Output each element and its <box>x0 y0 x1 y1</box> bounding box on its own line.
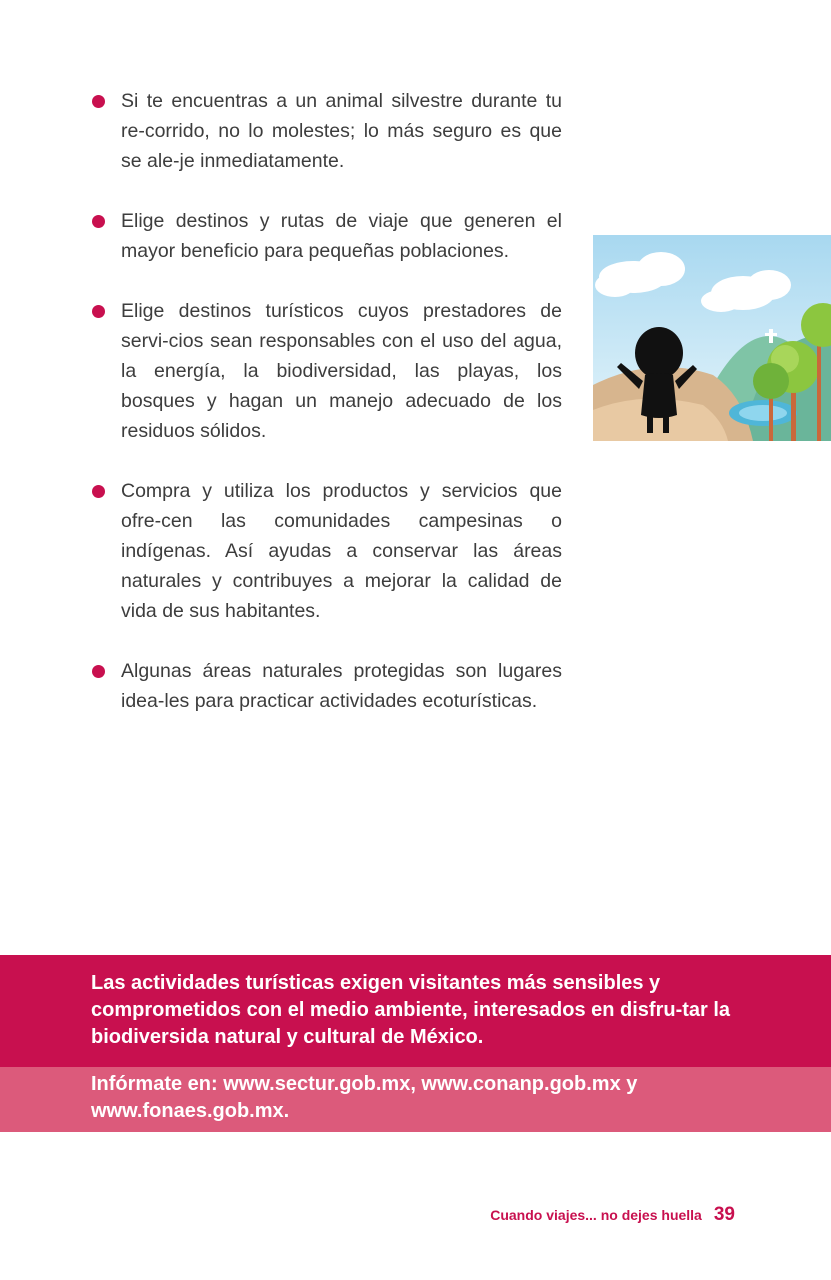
landscape-illustration-icon <box>593 235 831 441</box>
bullet-dot-icon <box>92 485 105 498</box>
banner-main-text: Las actividades turísticas exigen visitantes más sensibles y comprometidos con el medio ambiente, interesados en disfru-tar la biodiversida natural y cultural de México. <box>91 972 731 1048</box>
banner-info-text: Infórmate en: www.sectur.gob.mx, www.conanp.gob.mx y www.fonaes.gob.mx. <box>91 1073 638 1122</box>
page-footer <box>490 1204 735 1226</box>
bullet-dot-icon <box>92 95 105 108</box>
bullet-dot-icon <box>92 665 105 678</box>
bullet-dot-icon <box>92 305 105 318</box>
bullet-text: Elige destinos y rutas de viaje que generen el mayor beneficio para pequeñas poblaciones. <box>121 210 562 262</box>
highlight-banner <box>0 955 831 1067</box>
tips-list <box>92 86 562 746</box>
bullet-dot-icon <box>92 215 105 228</box>
list-item <box>92 656 562 716</box>
list-item <box>92 86 562 176</box>
bullet-text: Compra y utiliza los productos y servicios que ofre-cen las comunidades campesinas o indígenas. Así ayudas a conservar las áreas naturales y contribuyes a mejorar la calidad de vida de sus habitantes. <box>121 480 562 622</box>
bullet-text: Elige destinos turísticos cuyos prestadores de servi-cios sean responsables con el uso del agua, la energía, la biodiversidad, las playas, los bosques y hagan un manejo adecuado de los residuos sólidos. <box>121 300 562 442</box>
bullet-text: Si te encuentras a un animal silvestre durante tu re-corrido, no lo molestes; lo más seguro es que se ale-je inmediatamente. <box>121 90 562 172</box>
list-item <box>92 476 562 626</box>
list-item <box>92 296 562 446</box>
list-item <box>92 206 562 266</box>
nature-illustration <box>593 235 831 441</box>
info-banner <box>0 1067 831 1132</box>
page-number: 39 <box>713 1204 735 1225</box>
running-title: Cuando viajes... no dejes huella <box>490 1207 702 1223</box>
bullet-text: Algunas áreas naturales protegidas son lugares idea-les para practicar actividades ecoturísticas. <box>121 660 562 712</box>
